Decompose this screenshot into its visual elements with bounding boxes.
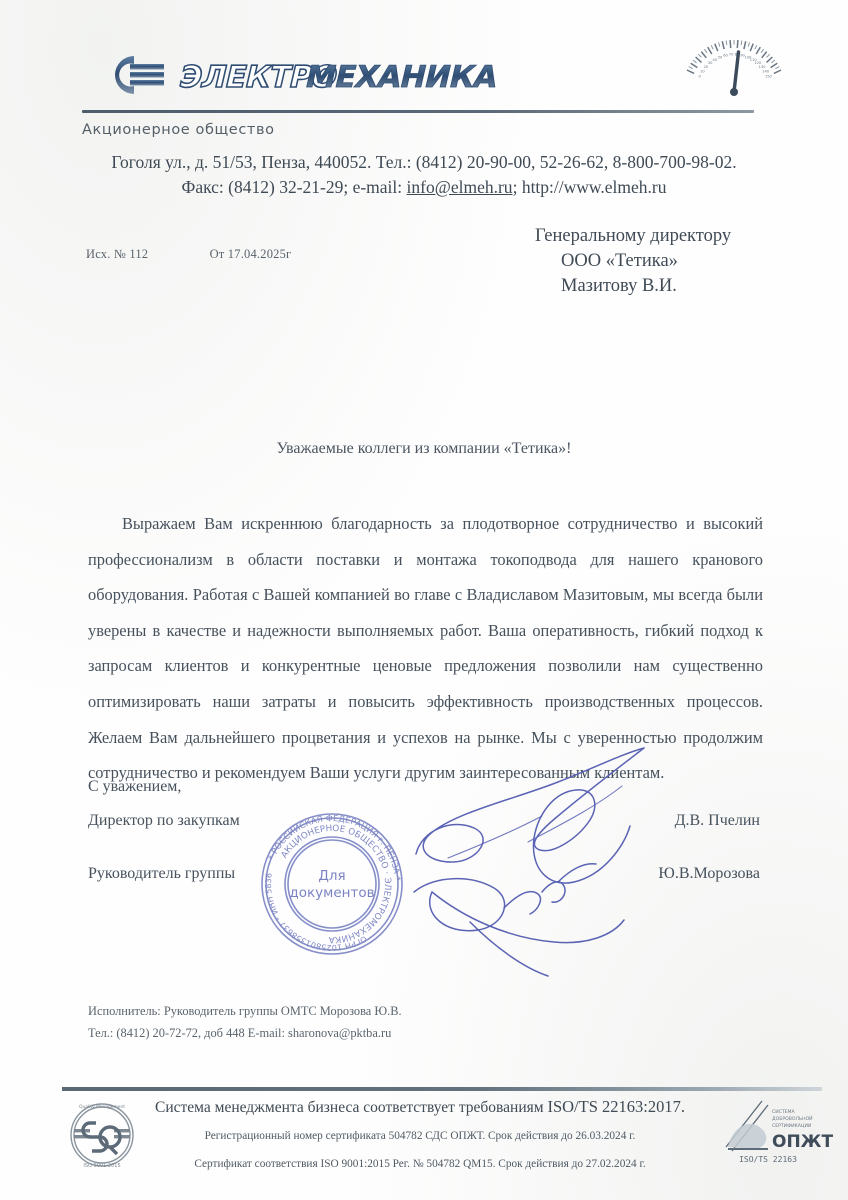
outgoing-date: От 17.04.2025г (209, 247, 292, 261)
salutation: Уважаемые коллеги из компании «Тетика»! (276, 440, 572, 457)
signatory-row-1 (88, 812, 760, 865)
opzht-small-line3: СЕРТИФИКАЦИИ (772, 1124, 812, 1129)
closing-phrase: С уважением, (88, 778, 182, 795)
fax-label: Факс: (8412) 32-21-29; e-mail: (181, 177, 407, 197)
signatory-row-2 (88, 865, 760, 918)
letter-body: Выражаем Вам искреннюю благодарность за плодотворное сотрудничество и высокий профессионализм в области поставки и монтажа токоподвода для нашего кранового оборудования. Работая с Вашей компанией во главе с Владиславом Мазитовым, мы всегда были уверены в качестве и надежности выполняемых работ. Ваша оперативность, гибкий подход к запросам клиентов и конкурентные ценовые предложения позволили нам существенно оптимизировать наши затраты и повысить эффективность производственных процессов. Желаем Вам дальнейшего процветания и успехов на рынке. Мы с уверенностью продолжим сотрудничество и рекомендуем Ваши услуги другим заинтересованным клиентам. (88, 514, 763, 783)
svg-text:Quality Management: Quality Management (78, 1105, 126, 1110)
svg-text:140: 140 (762, 69, 770, 74)
svg-text:40: 40 (712, 57, 718, 62)
stamp-ring-outer-text: * РОССИЙСКАЯ ФЕДЕРАЦИЯ г. ПЕНЗА * (266, 812, 403, 882)
speedometer-gauge-icon (676, 32, 788, 118)
opzht-small-line2: ДОБРОВОЛЬНОЙ (772, 1117, 813, 1122)
executor-name-line: Исполнитель: Руководитель группы ОМТС Морозова Ю.В. (88, 1004, 402, 1018)
signatory-role-2: Руководитель группы (88, 865, 236, 882)
signatory-name-1: Д.В. Пчелин (674, 812, 760, 829)
reference-line (86, 247, 291, 262)
stamp-center-line2: документов (289, 885, 375, 901)
stamp-ring-inner-text: АКЦИОНЕРНОЕ ОБЩЕСТВО · ЭЛЕКТРОМЕХАНИКА (279, 823, 393, 945)
contact-fax-email-line (0, 175, 848, 200)
company-form-label: Акционерное общество (82, 122, 275, 138)
svg-text:20: 20 (703, 65, 709, 69)
stamp-center-line1: Для (318, 868, 346, 884)
footer-line-1 (120, 1096, 720, 1119)
email-link[interactable]: info@elmeh.ru (406, 177, 513, 197)
svg-text:ЭЛЕКТРО: ЭЛЕКТРО (176, 60, 341, 95)
footer-divider (62, 1087, 822, 1091)
signature-block (88, 778, 760, 918)
svg-text:50: 50 (717, 55, 723, 60)
footer-line-3: Сертификат соответствия ISO 9001:2015 Рег. № 504782 QM15. Срок действия до 27.02.2024 г. (194, 1158, 646, 1170)
svg-text:10: 10 (700, 69, 705, 74)
executor-block (88, 1000, 402, 1044)
footer-certification-text (120, 1096, 720, 1174)
signatory-role-1: Директор по закупкам (88, 812, 240, 829)
signatory-name-2: Ю.В.Морозова (658, 865, 760, 882)
svg-text:30: 30 (707, 61, 713, 66)
svg-text:70: 70 (728, 52, 734, 57)
addressee-company: ООО «Тетика» (561, 251, 678, 271)
addressee-role: Генеральному директору (535, 226, 732, 246)
svg-text:130: 130 (758, 65, 766, 69)
contact-separator: ; (512, 177, 522, 197)
header-divider (82, 110, 754, 113)
footer-iso-standard: ISO/TS 22163:2017. (547, 1097, 685, 1116)
svg-text:120: 120 (754, 61, 762, 66)
addressee-name: Мазитову В.И. (561, 276, 677, 296)
svg-text:МЕХАНИКА: МЕХАНИКА (302, 60, 501, 95)
opzht-title: ОПЖТ (772, 1132, 834, 1152)
opzht-certification-logo (722, 1095, 834, 1173)
svg-text:80: 80 (734, 52, 740, 57)
website-link[interactable]: http://www.elmeh.ru (521, 177, 667, 197)
footer-line-1-text: Система менеджмента бизнеса соответствует требованиям (155, 1099, 544, 1116)
svg-text:ISO 9001:2015: ISO 9001:2015 (83, 1163, 121, 1169)
executor-contact-line: Тел.: (8412) 20-72-72, доб 448 E-mail: sharonova@pktba.ru (88, 1026, 392, 1040)
svg-text:150: 150 (764, 74, 772, 79)
svg-text:100: 100 (744, 55, 752, 60)
svg-text:0: 0 (698, 74, 701, 79)
opzht-small-line1: СИСТЕМА (772, 1110, 795, 1115)
outgoing-number: Исх. № 112 (86, 247, 149, 261)
footer-line-2: Регистрационный номер сертификата 504782 СДС ОПЖТ. Срок действия до 26.03.2024 г. (204, 1130, 636, 1142)
company-logo (100, 52, 501, 98)
opzht-subtitle: ISO/TS 22163 (739, 1155, 797, 1164)
contact-details (0, 150, 848, 200)
svg-text:110: 110 (749, 57, 757, 62)
contact-address-line: Гоголя ул., д. 51/53, Пенза, 440052. Тел.: (8412) 20-90-00, 52-26-62, 8-800-700-98-02. (111, 152, 737, 172)
stamp-ring-bottom-text: ОГРН 1025801358637 * ИНН 5836 (263, 872, 369, 953)
svg-text:90: 90 (740, 53, 745, 58)
addressee-block (535, 224, 731, 299)
svg-text:60: 60 (723, 53, 728, 58)
